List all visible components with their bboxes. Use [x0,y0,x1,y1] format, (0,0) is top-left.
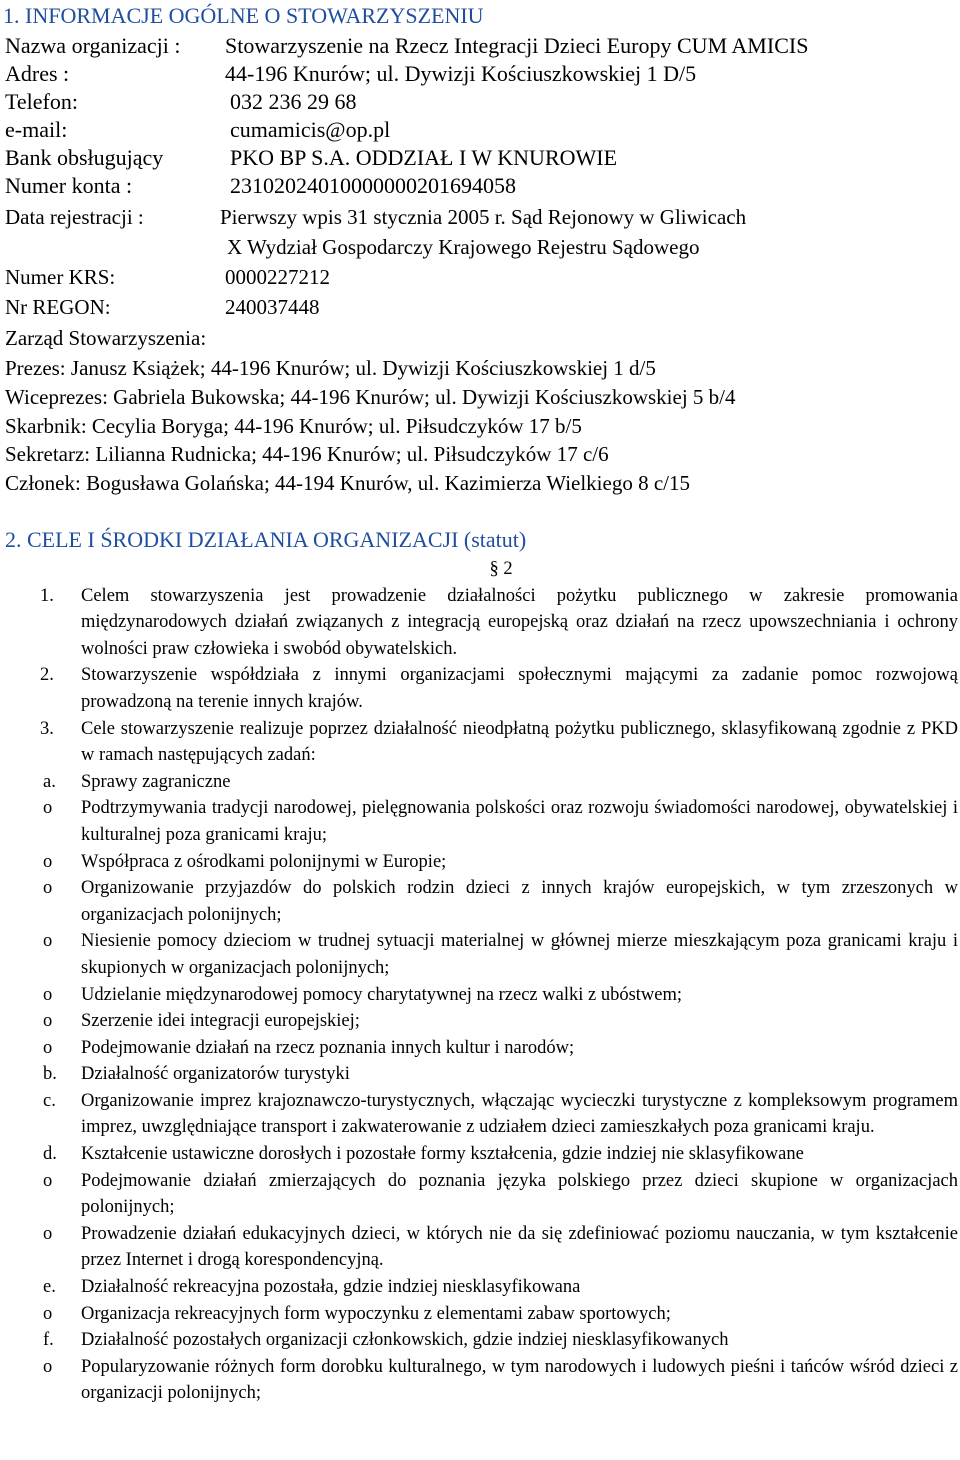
address-row [5,61,697,87]
item-marker: o [43,878,53,899]
item-marker: o [43,1356,53,1377]
list-item [3,1354,958,1407]
item-text: Sprawy zagraniczne [81,771,231,792]
item-text: Kształcenie ustawiczne dorosłych i pozostałe formy kształcenia, gdzie indziej nie sklasyfikowane [81,1144,804,1165]
list-item [3,1301,958,1328]
item-text: Stowarzyszenie współdziała z innymi organizacjami społecznymi mającymi za zadanie pomoc rozwojową prowadzoną na terenie innych krajów. [81,665,958,712]
item-text: Współpraca z ośrodkami polonijnymi w Europie; [81,851,447,872]
org-name-label: Nazwa organizacji : [5,33,181,58]
item-text: Popularyzowanie różnych form dorobku kulturalnego, w tym narodowych i ludowych pieśni i tańców wśród dzieci z organizacji polonijnych; [81,1356,958,1404]
org-name-value: Stowarzyszenie na Rzecz Integracji Dzieci Europy CUM AMICIS [225,33,809,58]
krs-value: 0000227212 [225,265,330,289]
address-value: 44-196 Knurów; ul. Dywizji Kościuszkowskiej 1 D/5 [225,61,697,86]
board-member-treasurer: Skarbnik: Cecylia Boryga; 44-196 Knurów; ul. Piłsudczyków 17 b/5 [5,414,582,438]
list-item [3,1327,958,1354]
item-marker: 1. [40,585,54,606]
list-item [3,1274,958,1301]
item-text: Podtrzymywania tradycji narodowej, pielęgnowania polskości oraz rozwoju świadomości narodowej, obywatelskiej i kulturalnej poza granicami kraju; [81,798,958,845]
list-item [3,1035,958,1062]
account-value: 23102024010000000201694058 [230,173,516,198]
board-member: Członek: Bogusława Golańska; 44-194 Knurów, ul. Kazimierza Wielkiego 8 c/15 [5,471,690,495]
item-marker: o [43,1170,53,1191]
statute-content [3,556,958,1407]
item-marker: o [43,931,53,952]
bank-label: Bank obsługujący [5,145,164,170]
list-item [3,1168,958,1221]
item-marker: o [43,1223,53,1244]
item-text: Podejmowanie działań zmierzających do poznania języka polskiego przez dzieci skupione w organizacjach polonijnych; [81,1170,958,1218]
registration-label: Data rejestracji : [5,205,144,229]
board-heading: Zarząd Stowarzyszenia: [5,326,207,350]
item-marker: b. [43,1064,57,1085]
item-text: Celem stowarzyszenia jest prowadzenie działalności pożytku publicznego w zakresie promowania międzynarodowych działań związanych z integracją europejską oraz działań na rzecz upowszechniania i ochrony wolności praw człowieka i swobód obywatelskich. [81,585,958,659]
item-text: Szerzenie idei integracji europejskiej; [81,1011,360,1032]
section-2-heading: 2. CELE I ŚRODKI DZIAŁANIA ORGANIZACJI (statut) [5,527,527,552]
list-item [3,849,958,876]
phone-value: 032 236 29 68 [230,89,357,114]
list-item [3,795,958,848]
bank-row [5,145,618,171]
item-text: Działalność pozostałych organizacji członkowskich, gdzie indziej niesklasyfikowanych [81,1330,729,1351]
paragraph-mark: § 2 [489,559,513,579]
item-text: Udzielanie międzynarodowej pomocy charytatywnej na rzecz walki z ubóstwem; [81,984,683,1005]
board-member-secretary: Sekretarz: Lilianna Rudnicka; 44-196 Knurów; ul. Piłsudczyków 17 c/6 [5,442,609,466]
regon-label: Nr REGON: [5,295,111,319]
item-text: Organizowanie przyjazdów do polskich rodzin dzieci z innych krajów europejskich, w tym zrzeszonych w organizacjach polonijnych; [81,878,958,925]
list-item [3,1221,958,1274]
list-item [3,1141,958,1168]
item-marker: o [43,1011,53,1032]
org-name-row [5,33,809,59]
item-marker: o [43,984,53,1005]
email-label: e-mail: [5,117,68,142]
item-text: Niesienie pomocy dzieciom w trudnej sytuacji materialnej w głównej mierze mieszkającym poza granicami kraju i skupionych w organizacjach polonijnych; [81,931,958,978]
item-marker: o [43,851,53,872]
email-row [5,117,391,143]
list-item [3,875,958,928]
krs-row [5,264,330,290]
item-text: Organizowanie imprez krajoznawczo-turystycznych, włączając wycieczki turystyczne z kompleksowym programem imprez, uwzględniające transport i zakwaterowanie z udziałem dzieci zamieszkałych poza granicami kraju. [81,1090,958,1138]
list-item [3,982,958,1009]
list-item [3,1008,958,1035]
item-marker: f. [43,1330,54,1351]
list-item [3,583,958,663]
item-marker: o [43,1037,53,1058]
item-text: Prowadzenie działań edukacyjnych dzieci, w których nie da się zdefiniować poziomu nauczania, w tym kształcenie przez Internet i drogą korespondencyjną. [81,1223,958,1271]
list-item [3,1088,958,1141]
item-marker: a. [43,771,56,792]
board-member-president: Prezes: Janusz Książek; 44-196 Knurów; ul. Dywizji Kościuszkowskiej 1 d/5 [5,356,656,380]
email-value: cumamicis@op.pl [230,117,391,142]
board-member-vice-president: Wiceprezes: Gabriela Bukowska; 44-196 Knurów; ul. Dywizji Kościuszkowskiej 5 b/4 [5,385,736,409]
section-1-heading: 1. INFORMACJE OGÓLNE O STOWARZYSZENIU [3,3,484,28]
phone-row [5,89,357,115]
item-marker: e. [43,1277,56,1298]
phone-label: Telefon: [5,89,78,114]
item-marker: o [43,1303,53,1324]
account-row [5,173,516,199]
item-text: Działalność organizatorów turystyki [81,1064,350,1085]
list-item [3,1061,958,1088]
item-marker: o [43,798,53,819]
item-text: Organizacja rekreacyjnych form wypoczynku z elementami zabaw sportowych; [81,1303,671,1324]
list-item [3,928,958,981]
krs-label: Numer KRS: [5,265,116,289]
regon-value: 240037448 [225,295,320,319]
item-text: Cele stowarzyszenie realizuje poprzez działalność nieodpłatną pożytku publicznego, sklasyfikowaną zgodnie z PKD w ramach następujących zadań: [81,718,958,766]
account-label: Numer konta : [5,173,133,198]
regon-row [5,294,320,320]
item-text: Podejmowanie działań na rzecz poznania innych kultur i narodów; [81,1037,575,1058]
item-marker: d. [43,1144,57,1165]
item-marker: 3. [40,718,54,739]
item-marker: 2. [40,665,54,686]
address-label: Adres : [5,61,70,86]
item-text: Działalność rekreacyjna pozostała, gdzie indziej niesklasyfikowana [81,1277,581,1298]
registration-value-line2: X Wydział Gospodarczy Krajowego Rejestru Sądowego [227,235,700,259]
registration-row [5,204,747,230]
list-item [3,662,958,715]
list-item [3,769,958,796]
item-marker: c. [43,1090,56,1111]
registration-value-line1: Pierwszy wpis 31 stycznia 2005 r. Sąd Rejonowy w Gliwicach [220,205,747,229]
bank-value: PKO BP S.A. ODDZIAŁ I W KNUROWIE [230,145,618,170]
list-item [3,716,958,769]
